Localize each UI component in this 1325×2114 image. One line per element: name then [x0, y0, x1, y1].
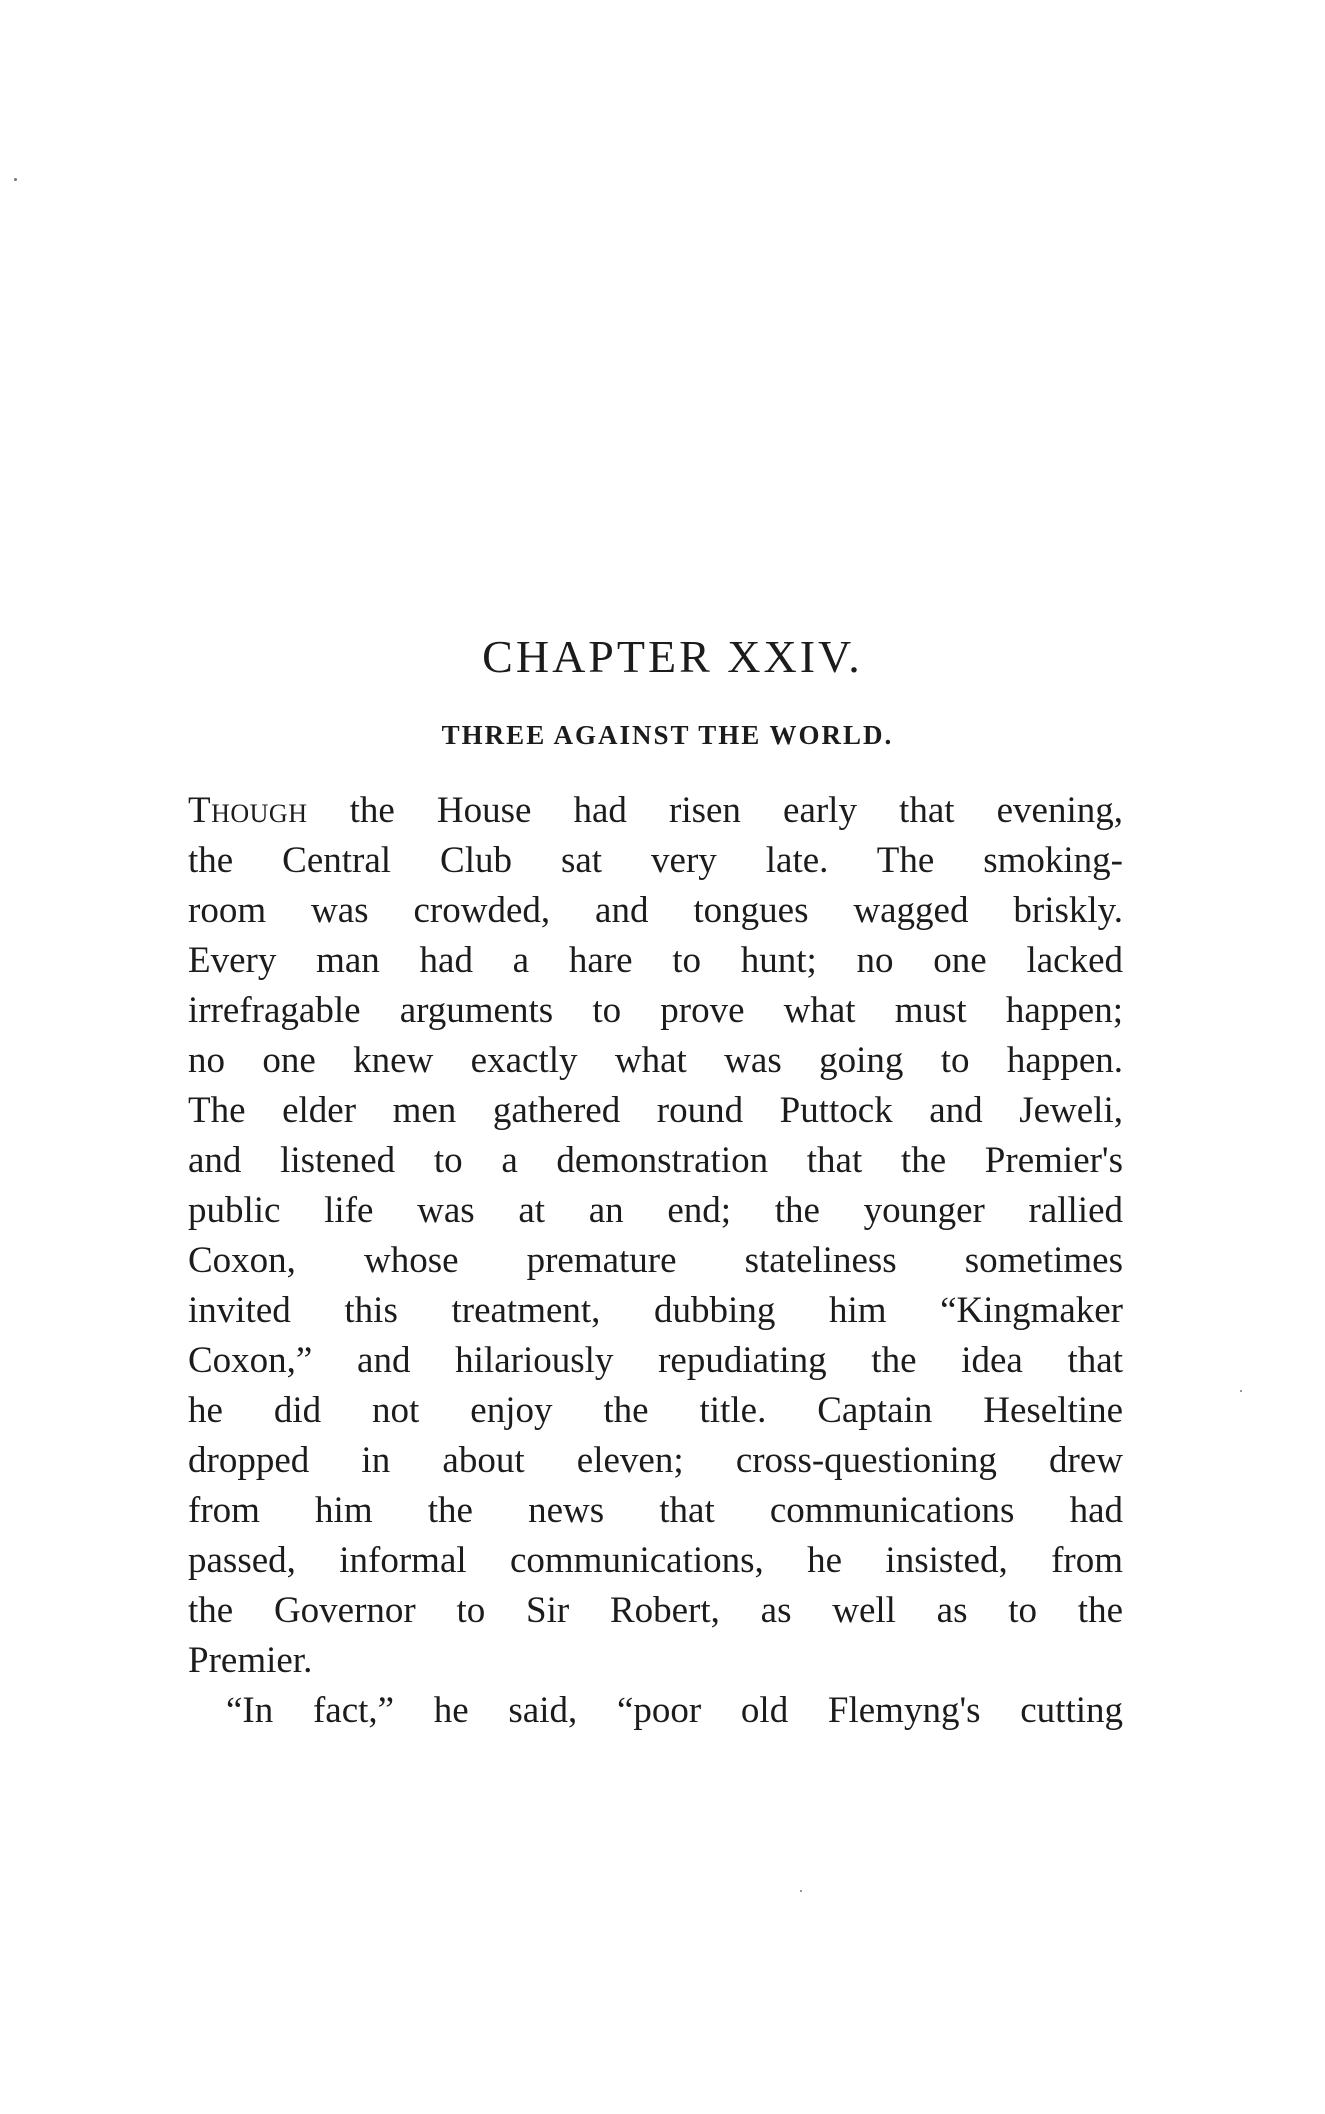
- page-speck: [800, 1890, 802, 1892]
- text-line: and listened to a demonstration that the Premier's: [188, 1140, 1123, 1181]
- text-line: the Governor to Sir Robert, as well as to the: [188, 1590, 1123, 1631]
- text-line: public life was at an end; the younger rallied: [188, 1190, 1123, 1231]
- text-line: Coxon,” and hilariously repudiating the idea that: [188, 1340, 1123, 1381]
- text-line: room was crowded, and tongues wagged briskly.: [188, 890, 1123, 931]
- paragraph-end-line: Premier.: [188, 1640, 313, 1681]
- chapter-subtitle: THREE AGAINST THE WORLD.: [441, 720, 894, 750]
- text-line: Every man had a hare to hunt; no one lacked: [188, 940, 1123, 981]
- page-speck: [1240, 1390, 1242, 1392]
- text-line-1-rest: the House had risen early that evening,: [307, 790, 1123, 831]
- text-line: invited this treatment, dubbing him “Kingmaker: [188, 1290, 1123, 1331]
- lead-word: Though: [188, 790, 308, 831]
- text-line: dropped in about eleven; cross-questioning drew: [188, 1440, 1123, 1481]
- text-line: Coxon, whose premature stateliness sometimes: [188, 1240, 1123, 1281]
- text-line: The elder men gathered round Puttock and Jeweli,: [188, 1090, 1123, 1131]
- text-line: he did not enjoy the title. Captain Heseltine: [188, 1390, 1123, 1431]
- text-line: irrefragable arguments to prove what must happen;: [188, 990, 1123, 1031]
- text-line: passed, informal communications, he insisted, from: [188, 1540, 1123, 1581]
- chapter-title: CHAPTER XXIV.: [482, 631, 863, 682]
- text-line: the Central Club sat very late. The smoking-: [188, 840, 1123, 881]
- text-line: no one knew exactly what was going to happen.: [188, 1040, 1123, 1081]
- dialogue-line: “In fact,” he said, “poor old Flemyng's cutting: [226, 1690, 1123, 1731]
- text-line: from him the news that communications had: [188, 1490, 1123, 1531]
- chapter-body-text: [188, 786, 1123, 1736]
- page-speck: [14, 178, 17, 181]
- text-line-1: [188, 786, 1123, 836]
